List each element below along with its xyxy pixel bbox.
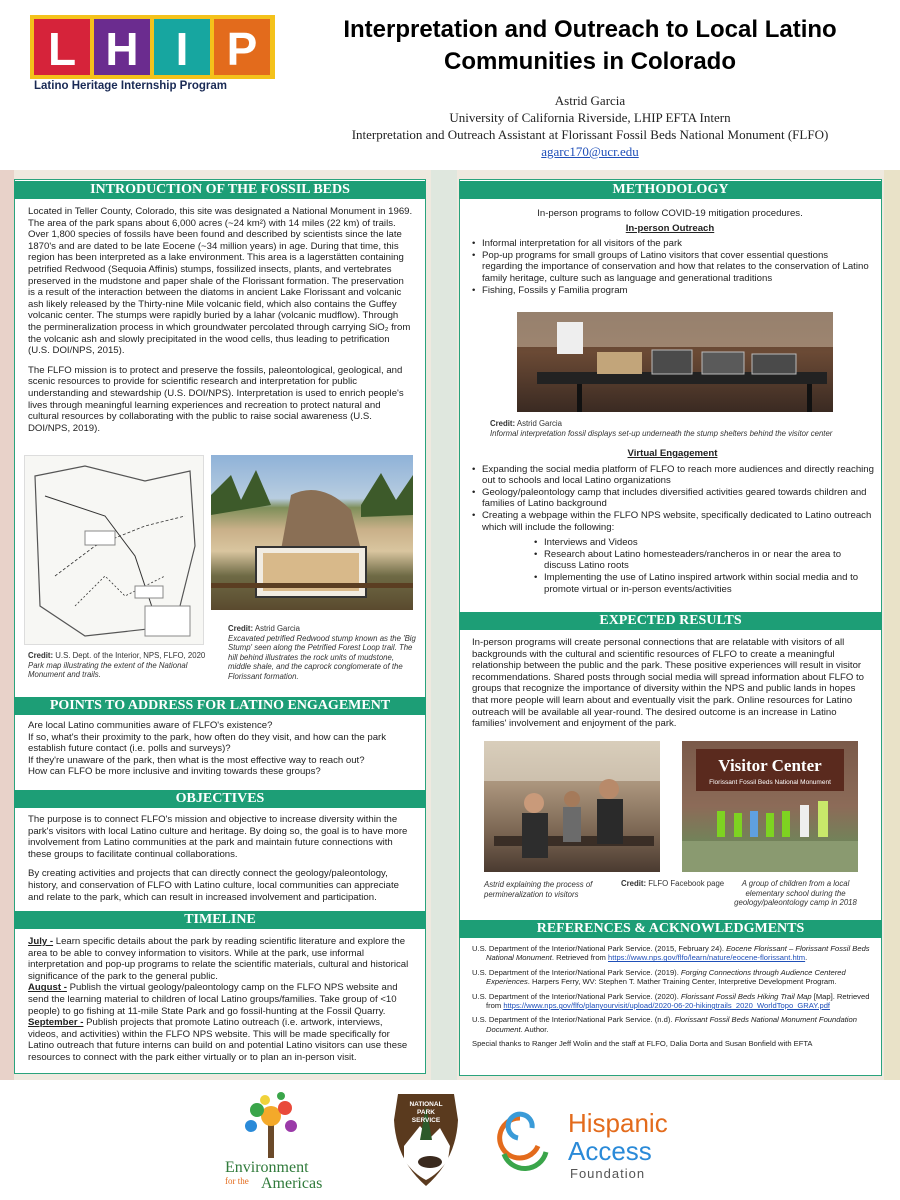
nps-text-1: NATIONAL — [409, 1101, 443, 1108]
ref1-author: U.S. Department of the Interior/National Park Service. (2015, February 24). — [472, 944, 727, 953]
svg-text:P: P — [226, 23, 258, 75]
fossil-display-photo — [517, 312, 833, 412]
left-photo-caption: Astrid explaining the process of permineralization to visitors — [484, 880, 593, 899]
webpage-sublist — [532, 537, 875, 595]
inperson-list — [470, 238, 870, 296]
results-credit-label: Credit: — [621, 879, 647, 888]
ref4-title: Florissant Fossil Beds National Monument Foundation Document — [486, 1015, 857, 1034]
september-label: September - — [28, 1017, 84, 1029]
ref4-author: U.S. Department of the Interior/National Park Service. (n.d). — [472, 1015, 675, 1025]
author-affiliation: University of California Riverside, LHIP EFTA Intern — [449, 110, 731, 125]
methodology-inperson — [470, 208, 870, 296]
visitor-center-sign-subtext: Florissant Fossil Beds National Monument — [709, 779, 831, 786]
right-photo-caption: A group of children from a local elementary school during the geology/paleontology camp in 2018 — [734, 879, 857, 907]
children-caption — [723, 879, 868, 908]
webpage-subitem: • Implementing the use of Latino inspired artwork within social media and to promote virtual or in-person events/activities — [532, 572, 875, 595]
intro-paragraph-2: The FLFO mission is to protect and preserve the fossils, paleontological, geological, and scenic resources to provide for scientific research and interpretation for public understanding and stewardship (U.S. DOI/NPS). Interpretation is used to enrich people's lives through meaningful learning experiences and recreation to protect natural and cultural resources by collaborating with the public to raise social awareness (U.S. DOI/NPS, 2019). — [28, 364, 404, 434]
inperson-item: • Fishing, Fossils y Familia program — [470, 285, 870, 297]
methodology-heading: METHODOLOGY — [459, 181, 882, 199]
stump-credit-source: Astrid Garcia — [254, 624, 300, 633]
timeline-heading: TIMELINE — [14, 911, 426, 929]
ref3-retrieved: [Map]. Retrieved from — [486, 991, 870, 1011]
intro-paragraph-1: Located in Teller County, Colorado, this site was designated a National Monument in 1969. The area of the park spans about 6,000 acres (~24 km²) with 14 miles (22 km) of trails. Over 1,800 species of fossils have been found and described by scientists since the late 1870's and are dated to be late Eocene (~34 million years) in age. During that time, this region has been interpreted as a lake environment. This area is a lagerstätten containing petrified Redwood (Sequoia Affinis) stumps, fossilized insects, plants, and vertebrates preserved in the mudstone and paper shale of the Florissant formation. The preservation is a result of the interaction between the diatoms in ancient Lake Florissant and volcanic ash likely released by the Thirty-nine Mile volcanic field, which also contains the Guffey volcanic center. The stumps were rapidly buried by a lahar (volcanic mudflow). Through the permineralization process in which groundwater percolated through carrying SiO₂ from the volcanic ash and slowly precipitated in the wood cells, thus leading to petrification (U.S. DOI/NPS, 2015). — [28, 206, 413, 357]
author-block — [290, 92, 890, 160]
fossil-credit-label: Credit: — [490, 419, 516, 428]
ref3-title: Florissant Fossil Beds Hiking Trail Map — [680, 991, 812, 1001]
efta-word-2: for the — [225, 1176, 249, 1186]
virtual-heading: Virtual Engagement — [627, 448, 718, 459]
july-label: July - — [28, 936, 54, 947]
inperson-item: • Informal interpretation for all visitors of the park — [470, 238, 870, 250]
logo-subtitle: Latino Heritage Internship Program — [34, 80, 227, 92]
middle-decor-stripe — [431, 170, 457, 1080]
ref1-end: . — [805, 953, 808, 963]
park-map-image — [24, 455, 204, 645]
permineralization-photo — [484, 741, 660, 872]
hispanic-access-logo — [490, 1098, 680, 1188]
right-decor-stripe — [884, 170, 900, 1080]
question-4: How can FLFO be more inclusive and inviting towards these groups? — [28, 766, 321, 778]
poster-header — [0, 0, 900, 170]
results-credit — [621, 879, 731, 889]
timeline-august — [28, 982, 413, 1017]
results-text: In-person programs will create personal connections that are relatable with visitors of all backgrounds with the cultural and scientific resources of FLFO to create a meaningful relationship between the public and the park. These positive experiences will result in visitor recommendations. Shared posts through social media will spread information about FLFO to groups that recognize the importance of diversity within the NPS and public lands in hopes that more people will learn about and eventually visit the park. Online resources for Latino outreach will be available all year-round. The desired outcome is an increase in Latino families' involvement and enjoyment of the park. — [472, 637, 864, 730]
svg-text:I: I — [175, 23, 189, 75]
map-credit-label: Credit: — [28, 651, 54, 660]
fossil-credit-source: Astrid Garcia — [516, 419, 562, 428]
question-1: Are local Latino communities aware of FLFO's existence? — [28, 720, 273, 731]
map-credit-source: U.S. Dept. of the Interior, NPS, FLFO, 2020 — [55, 651, 206, 660]
fossil-display-caption: Informal interpretation fossil displays set-up underneath the stump shelters behind the visitor center — [490, 428, 833, 438]
ref1-retrieved: . Retrieved from — [551, 953, 608, 963]
stump-credit — [228, 624, 418, 681]
ref3-link[interactable]: https://www.nps.gov/flfo/planyourvisit/upload/2020-06-20-hikingtrails_2020_WorldTopo_GRAY.pdf — [503, 1001, 831, 1011]
visitor-center-photo — [682, 741, 858, 872]
august-label: August - — [28, 982, 67, 994]
virtual-item: • Creating a webpage within the FLFO NPS website, specifically dedicated to Latino outreach which will include the following: — [470, 510, 875, 533]
timeline-text — [28, 936, 413, 1064]
haf-word-1: Hispanic — [568, 1108, 668, 1138]
intro-heading: INTRODUCTION OF THE FOSSIL BEDS — [14, 181, 426, 199]
author-name: Astrid Garcia — [554, 93, 626, 108]
webpage-subitem: • Interviews and Videos — [532, 537, 875, 549]
reference-1 — [472, 944, 872, 963]
stump-credit-label: Credit: — [228, 624, 254, 633]
map-credit — [28, 651, 218, 680]
left-decor-stripe — [0, 170, 14, 1080]
efta-logo — [225, 1088, 385, 1196]
inperson-heading: In-person Outreach — [625, 222, 715, 234]
methodology-virtual — [470, 448, 875, 595]
objectives-paragraph-1: The purpose is to connect FLFO's mission and objective to increase diversity within the park's visitors with local Latino culture and heritage. By doing so, the goal is to have more involvement from Latino communities at the park and maintain future connections with these groups to facilitate continual collaborations. — [28, 814, 408, 860]
question-2: If so, what's their proximity to the park, how often do they visit, and how can the park establish future contact (i.e. polls and surveys)? — [28, 731, 387, 755]
author-email-link[interactable]: agarc170@ucr.edu — [541, 144, 639, 159]
reference-2 — [472, 968, 872, 987]
nps-arrowhead-logo — [390, 1090, 462, 1190]
fossil-display-credit — [490, 419, 875, 438]
august-text: Publish the virtual geology/paleontology camp on the FLFO NPS website and send the learning material to children of local Latino groups/families. Take group of <10 people) to go fishing at 11-mile State Park and go fossil-hunting at the Fossil Quarry. — [28, 982, 398, 1017]
nps-text-2: PARK — [417, 1109, 435, 1116]
svg-text:L: L — [47, 23, 77, 75]
ref4-end: . Author. — [520, 1024, 549, 1034]
virtual-item: • Expanding the social media platform of FLFO to reach more audiences and directly reaching out to schools and local Latino organizations — [470, 464, 875, 487]
stump-caption: Excavated petrified Redwood stump known as the 'Big Stump' seen along the Petrified Forest Loop trail. The hill behind illustrates the rock units of mudstone, middle shale, and the caprock conglomerate of the Florissant formation. — [228, 633, 416, 681]
results-heading: EXPECTED RESULTS — [459, 612, 882, 630]
webpage-subitem: • Research about Latino homesteaders/rancheros in or near the area to discuss Latino roots — [532, 549, 875, 572]
poster-footer — [0, 1080, 900, 1200]
acknowledgment: Special thanks to Ranger Jeff Wolin and the staff at FLFO, Dalia Dorta and Susan Bonfield with EFTA — [472, 1039, 813, 1049]
ref3-author: U.S. Department of the Interior/National Park Service. (2020). — [472, 991, 681, 1001]
references-list — [472, 944, 872, 1049]
ref2-author: U.S. Department of the Interior/National Park Service. (2019). — [472, 967, 681, 977]
ref2-title: Forging Connections through Audience Centered Experiences — [486, 967, 846, 987]
efta-word-1: Environment — [225, 1159, 309, 1176]
september-text: Publish projects that promote Latino outreach (i.e. artwork, interviews, videos, and activities) within the FLFO NPS website. This will be made specifically for Latino outreach that future interns can build on and potential Latino visitors can use these resources to connect with the park either virtually or to plan an in-person visit. — [28, 1017, 408, 1063]
reference-4 — [472, 1015, 872, 1034]
big-stump-photo — [211, 455, 413, 610]
july-text: Learn specific details about the park by reading scientific literature and explore the area to be able to convey information to visitors. While at the park, use informal interpretation and pop-up programs to relate the scientific materials, cultural and historical significance of the park to the general public. — [28, 936, 409, 982]
objectives-heading: OBJECTIVES — [14, 790, 426, 808]
methodology-intro: In-person programs to follow COVID-19 mitigation procedures. — [537, 208, 803, 219]
reference-3 — [472, 992, 872, 1011]
objectives-text — [28, 814, 413, 911]
results-credit-source: FLFO Facebook page — [648, 879, 725, 888]
ref1-link[interactable]: https://www.nps.gov/flfo/learn/nature/eocene-florissant.htm — [608, 953, 806, 963]
haf-word-2: Access — [568, 1136, 652, 1166]
title-line-2: Communities in Colorado — [443, 48, 736, 75]
objectives-paragraph-2: By creating activities and projects that can directly connect the geology/paleontology, history, and conservation of FLFO with Latino culture, local communities can appreciate and relate to the park, which can result in increased involvement and participation. — [28, 868, 399, 903]
ref2-publisher: . Harpers Ferry, WV: Stephen T. Mather Training Center, Interpretive Development Program. — [527, 977, 837, 987]
permineralization-caption — [484, 880, 614, 899]
virtual-list — [470, 464, 875, 534]
nps-text-3: SERVICE — [411, 1117, 441, 1124]
ref1-title: Eocene Florissant – Florissant Fossil Beds National Monument — [486, 944, 870, 963]
visitor-center-sign-text: Visitor Center — [718, 756, 822, 775]
timeline-september — [28, 1017, 413, 1063]
haf-word-3: Foundation — [570, 1166, 646, 1181]
author-position: Interpretation and Outreach Assistant at Florissant Fossil Beds National Monument (FLFO) — [351, 127, 829, 142]
timeline-july — [28, 936, 413, 982]
svg-text:H: H — [105, 23, 139, 75]
intro-text — [28, 206, 413, 442]
question-3: If they're unaware of the park, then what is the most effective way to reach out? — [28, 754, 365, 766]
poster-title — [290, 14, 890, 78]
points-text — [28, 720, 413, 778]
points-heading: POINTS TO ADDRESS FOR LATINO ENGAGEMENT — [14, 697, 426, 715]
references-heading: REFERENCES & ACKNOWLEDGMENTS — [459, 920, 882, 938]
virtual-item: • Geology/paleontology camp that includes diversified activities geared towards children and families of Latino background — [470, 487, 875, 510]
inperson-item: • Pop-up programs for small groups of Latino visitors that cover essential questions regarding the importance of conservation and how that relates to the conservation of Latino family heritage, culture such as language and generational traditions — [470, 250, 870, 285]
map-caption: Park map illustrating the extent of the National Monument and trails. — [28, 660, 188, 679]
efta-word-3: Americas — [261, 1175, 323, 1192]
title-line-1: Interpretation and Outreach to Local Latino — [343, 16, 837, 43]
